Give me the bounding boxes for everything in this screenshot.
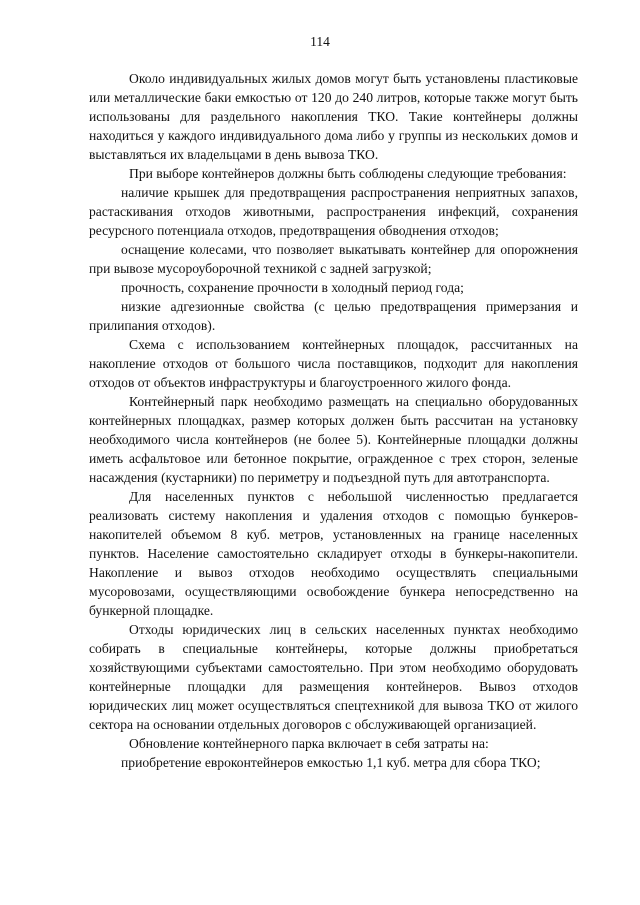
page-number: 114 (310, 34, 330, 49)
paragraph-park-renewal: Обновление контейнерного парка включает в себя затраты на: (129, 736, 489, 751)
requirement-strength: прочность, сохранение прочности в холодный период года; (121, 280, 464, 295)
paragraph-small-settlements: Для населенных пунктов с небольшой численностью предлагается реализовать систему накопления и удаления отходов с помощью бункеров-накопителей объемом 8 куб. метров, установленных на границе населенных пунктов. Население самостоятельно складирует отходы в бункеры-накопители. Накопление и вывоз отходов необходимо осуществлять специальными мусоровозами, осуществляющими освобождение бункера непосредственно на бункерной площадке. (89, 489, 578, 618)
paragraph-container-sites-scheme: Схема с использованием контейнерных площадок, рассчитанных на накопление отходов от большого числа поставщиков, подходит для накопления отходов от объектов инфраструктуры и благоустроенного жилого фонда. (89, 337, 578, 390)
requirement-adhesion: низкие адгезионные свойства (с целью предотвращения примерзания и прилипания отходов). (89, 299, 578, 333)
paragraph-legal-entities: Отходы юридических лиц в сельских населенных пунктах необходимо собирать в специальные контейнеры, которые должны приобретаться хозяйствующими субъектами самостоятельно. При этом необходимо оборудовать контейнерные площадки для размещения контейнеров. Вывоз отходов юридических лиц может осуществляться спецтехникой для вывоза ТКО от жилого сектора на основании отдельных договоров с обслуживающей организацией. (89, 622, 578, 732)
paragraph-container-park: Контейнерный парк необходимо размещать на специально оборудованных контейнерных площадках, размер которых должен быть рассчитан на установку необходимого числа контейнеров (не более 5). Контейнерные площадки должны иметь асфальтовое или бетонное покрытие, огражденное с трех сторон, зеленые насаждения (кустарники) по периметру и подъездной путь для автотранспорта. (89, 394, 578, 485)
document-body (89, 69, 578, 772)
requirement-wheels: оснащение колесами, что позволяет выкатывать контейнер для опорожнения при вывозе мусороуборочной техникой с задней загрузкой; (89, 242, 578, 276)
paragraph-container-requirements-intro: При выборе контейнеров должны быть соблюдены следующие требования: (129, 166, 567, 181)
paragraph-individual-houses: Около индивидуальных жилых домов могут быть установлены пластиковые или металлические баки емкостью от 120 до 240 литров, которые также могут быть использованы для раздельного накопления ТКО. Такие контейнеры должны находиться у каждого индивидуального дома либо у группы из нескольких домов и выставляться их владельцами в день вывоза ТКО. (89, 71, 578, 162)
requirement-lids: наличие крышек для предотвращения распространения неприятных запахов, растаскивания отходов животными, распространения инфекций, сохранения ресурсного потенциала отходов, предотвращения обводнения отходов; (89, 185, 578, 238)
cost-item-eurocontainers: приобретение евроконтейнеров емкостью 1,1 куб. метра для сбора ТКО; (121, 755, 541, 770)
